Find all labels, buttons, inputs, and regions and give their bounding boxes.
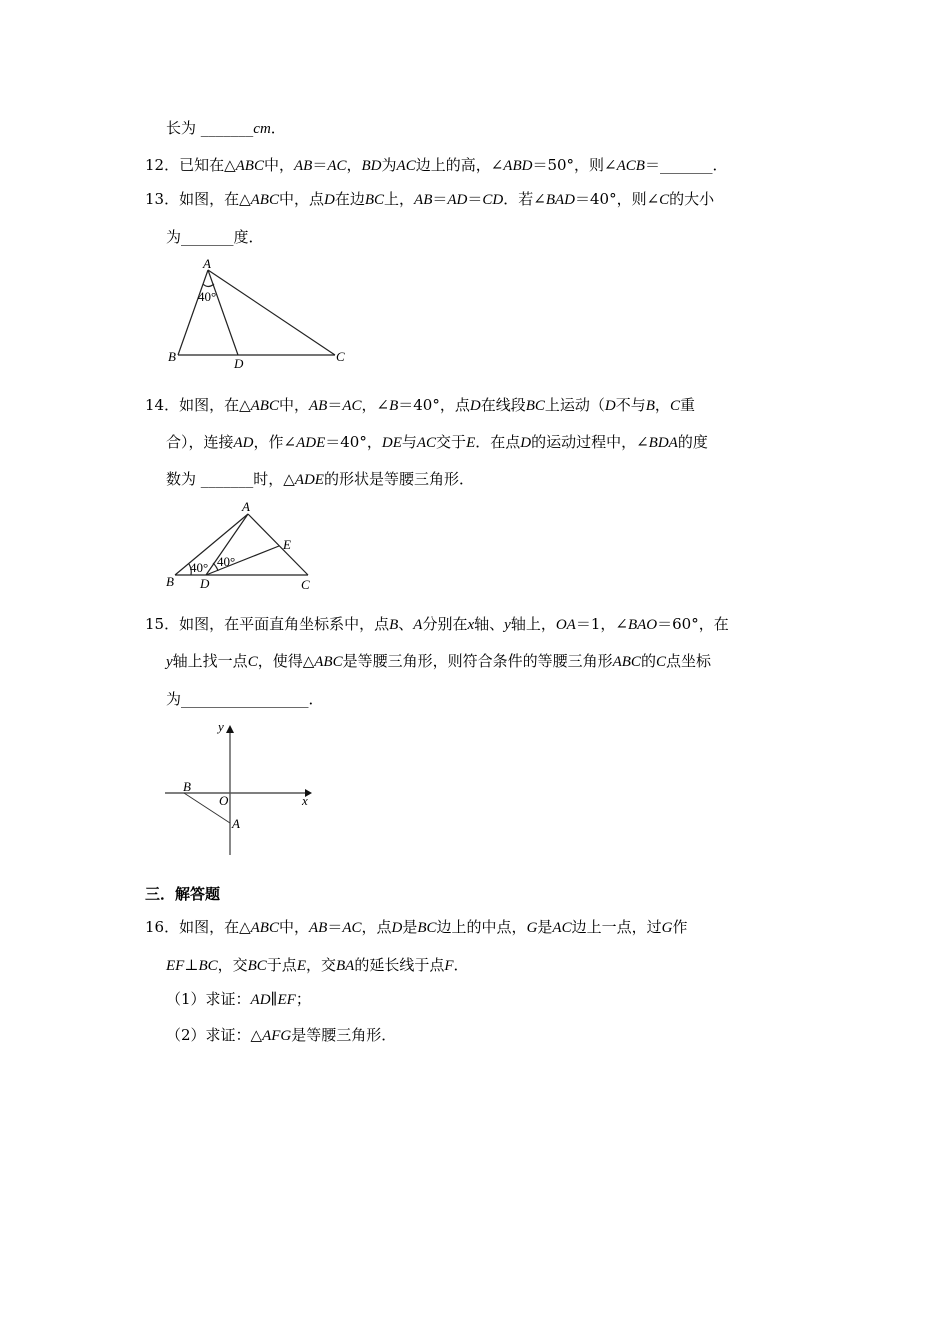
text-segment: 边上的中点， [436,918,527,936]
text-segment: ，点 [361,918,392,936]
label-a: A [232,816,240,831]
text-segment: ABC [314,654,343,670]
text-segment: ⊥ [184,956,199,974]
text-segment: ＝ [327,918,343,936]
label-c: C [336,349,345,364]
text-segment: （1）求证： [166,990,251,1008]
text-segment: F [444,958,454,974]
text-segment: 三．解答题 [145,885,221,903]
text-segment: D [391,920,403,936]
text-segment: 轴上找一点 [172,652,248,670]
text-segment: 点坐标 [665,652,711,670]
text-segment: ； [295,990,311,1008]
text-segment: 合），连接 [166,433,234,451]
text-segment: cm [253,121,271,137]
text-segment: ＝40°， [325,433,382,451]
text-segment: ABC [612,654,641,670]
label-a: A [203,256,211,271]
text-segment: BC [364,192,385,208]
text-segment: 的延长线于点 [354,956,445,974]
text-segment: 在边 [334,190,365,208]
text-segment: 轴上， [510,615,556,633]
text-segment: BAO [627,617,658,633]
text-segment: D [604,398,616,414]
text-segment: 与 [401,433,417,451]
text-segment: A [413,617,423,633]
text-segment: D [520,435,532,451]
text-segment: y [504,617,511,633]
text-segment: 长为 _______ [166,119,254,137]
text-segment: B [389,617,399,633]
text-segment: 为_________________． [166,690,324,708]
angle-label-d: 40° [217,554,236,569]
text-segment: BAD [545,192,575,208]
text-segment: ，交 [217,956,248,974]
text-segment: ， [346,156,362,174]
text-segment: C [659,192,670,208]
text-segment: AC [342,920,362,936]
text-segment: E [466,435,476,451]
text-segment: ．若∠ [503,190,546,208]
text-segment: E [296,958,306,974]
text-segment: 、 [398,615,414,633]
text-segment: AD [233,435,254,451]
text-segment: D [323,192,335,208]
text-segment: ABD [503,158,533,174]
text-segment: AC [416,435,437,451]
text-segment: 交于 [436,433,467,451]
text-segment: EF [166,958,185,974]
text-segment: AC [327,158,347,174]
text-segment: ADE [294,472,324,488]
text-segment: B [645,398,655,414]
text-segment: 15．如图，在平面直角坐标系中，点 [145,615,390,633]
text-segment: 在线段 [480,396,526,414]
label-c: C [301,577,310,592]
text-segment: 为 [381,156,397,174]
label-a: A [242,499,250,514]
label-e: E [283,537,291,552]
text-segment: ＝ [467,190,483,208]
text-segment: ． [270,119,286,137]
text-segment: ∥ [270,990,278,1008]
text-segment: 数为 _______时，△ [166,470,295,488]
text-segment: AC [396,158,416,174]
text-segment: CD [482,192,504,208]
text-segment: 的度 [677,433,708,451]
text-segment: AD [447,192,468,208]
text-segment: 不与 [615,396,646,414]
text-segment: 16．如图，在△ [145,918,251,936]
text-segment: BC [417,920,437,936]
angle-label-b: 40° [190,560,209,575]
text-segment: ABC [250,920,279,936]
text-segment: ，交 [305,956,336,974]
text-segment: 于点 [266,956,297,974]
text-segment: B [389,398,399,414]
text-segment: ，使得△ [257,652,315,670]
text-segment: ACB [616,158,645,174]
text-segment: C [669,398,680,414]
text-segment: AB [293,158,313,174]
label-d: D [200,576,210,591]
text-segment: 的形状是等腰三角形． [323,470,474,488]
text-segment: y [166,654,173,670]
label-d: D [234,356,244,371]
text-segment: 中， [278,396,309,414]
text-segment: C [247,654,258,670]
text-segment: ， [654,396,670,414]
text-segment: ＝ [432,190,448,208]
text-segment: DE [381,435,402,451]
text-segment: 上运动（ [544,396,605,414]
text-segment: 12．已知在△ [145,156,236,174]
text-segment: 13．如图，在△ [145,190,251,208]
text-segment: G [526,920,538,936]
angle-label: 40° [198,289,217,304]
text-segment: ．在点 [475,433,521,451]
label-b: B [166,574,174,589]
text-segment: 的大小 [669,190,715,208]
text-segment: AB [414,192,433,208]
text-segment: ＝40°，则∠ [574,190,660,208]
text-segment: ADE [296,435,326,451]
text-segment: OA [555,617,576,633]
text-segment: BD [361,158,382,174]
text-segment: 中， [278,918,309,936]
text-segment: BC [525,398,545,414]
text-segment: ＝40°，点 [398,396,470,414]
label-x: x [302,793,308,808]
text-segment: ABC [250,192,279,208]
text-segment: 的 [640,652,656,670]
text-segment: ，作∠ [253,433,297,451]
text-segment: 中， [263,156,294,174]
text-segment: AC [552,920,572,936]
label-y: y [218,719,224,734]
text-segment: G [661,920,673,936]
text-segment: 是 [402,918,418,936]
text-segment: ，∠ [361,396,390,414]
text-segment: ＝60°，在 [657,615,729,633]
text-segment: D [469,398,481,414]
text-segment: C [655,654,666,670]
text-segment: ABC [235,158,264,174]
text-segment: AFG [262,1028,292,1044]
text-segment: BDA [648,435,678,451]
text-segment: ＝ [327,396,343,414]
text-segment: EF [277,992,296,1008]
text-segment: ＝_______． [644,156,728,174]
text-segment: BC [198,958,218,974]
text-segment: 为_______度． [166,228,264,246]
text-segment: 作 [672,918,688,936]
text-segment: ABC [250,398,279,414]
text-segment: 上， [384,190,415,208]
text-segment: ＝1，∠ [575,615,628,633]
text-segment: 边上一点，过 [571,918,662,936]
text-segment: 分别在 [422,615,468,633]
text-segment: 是 [537,918,553,936]
text-segment: 是等腰三角形． [291,1026,397,1044]
label-b: B [183,779,191,794]
label-b: B [168,349,176,364]
text-segment: 轴、 [474,615,505,633]
text-segment: AB [308,920,328,936]
text-segment: ＝50°，则∠ [532,156,617,174]
text-segment: 14．如图，在△ [145,396,251,414]
text-segment: x [467,617,475,633]
label-o: O [219,793,229,808]
text-segment: 边上的高，∠ [415,156,504,174]
text-segment: BA [336,958,355,974]
text-segment: ＝ [312,156,328,174]
text-segment: （2）求证：△ [166,1026,263,1044]
text-segment: ． [453,956,469,974]
text-segment: 中，点 [278,190,324,208]
text-segment: 重 [679,396,695,414]
text-segment: 是等腰三角形，则符合条件的等腰三角形 [342,652,613,670]
text-segment: BC [247,958,267,974]
text-segment: 的运动过程中，∠ [531,433,649,451]
text-segment: AB [308,398,328,414]
text-segment: AD [250,992,271,1008]
text-segment: AC [342,398,362,414]
